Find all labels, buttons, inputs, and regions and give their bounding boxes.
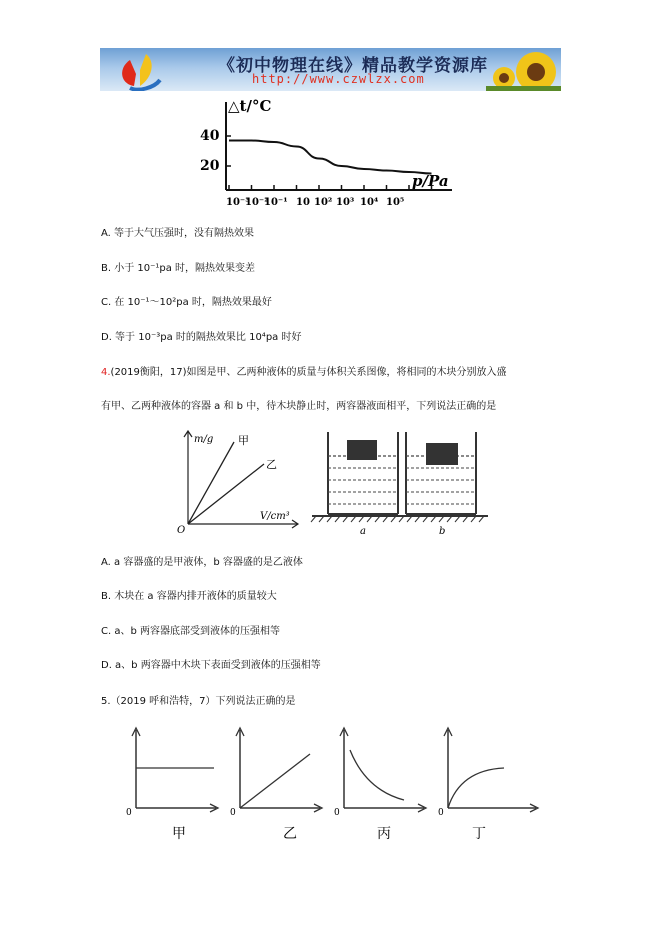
option-a: A. a 容器盛的是甲液体，b 容器盛的是乙液体 (101, 557, 303, 568)
option-c: C. a、b 两容器底部受到液体的压强相等 (101, 626, 280, 637)
origin-label: O (177, 525, 186, 536)
container-label-a: a (360, 526, 366, 537)
graph-label: 乙 (283, 826, 297, 842)
four-graphs-figure (120, 720, 550, 850)
option-c: C. 在 10⁻¹～10²pa 时，隔热效果最好 (101, 297, 272, 308)
graph-yi (230, 728, 322, 842)
question-4-line-1 (101, 367, 507, 379)
option-b: B. 木块在 a 容器内排开液体的质量较大 (101, 591, 277, 602)
line-label-jia: 甲 (238, 434, 249, 447)
option-b: B. 小于 10⁻¹pa 时，隔热效果变差 (101, 263, 256, 274)
x-tick-label: 10³ (336, 197, 355, 208)
origin-label: 0 (126, 808, 132, 818)
origin-label: 0 (438, 808, 444, 818)
header-banner (100, 48, 561, 91)
option-d: D. a、b 两容器中木块下表面受到液体的压强相等 (101, 660, 321, 671)
wood-block (347, 440, 377, 460)
graph-label: 丁 (472, 826, 486, 842)
graph-label: 丙 (377, 826, 391, 842)
sunflower-icon (486, 48, 561, 91)
x-axis-label: V/cm³ (260, 511, 290, 522)
x-tick-label: 10⁵ (386, 197, 405, 208)
question-5-text: 5.（2019 呼和浩特，7）下列说法正确的是 (101, 696, 296, 707)
question-text: (2019衡阳，17)如图是甲、乙两种液体的质量与体积关系图像，将相同的木块分别放入盛 (110, 367, 507, 378)
banner-url: http://www.czwlzx.com (252, 72, 425, 86)
mass-volume-graph (174, 428, 304, 538)
container-b (406, 432, 476, 514)
graph-label: 甲 (172, 826, 186, 842)
containers-figure (310, 428, 490, 538)
data-line (229, 141, 432, 174)
y-axis-label: △t/°C (228, 98, 272, 115)
option-a: A. 等于大气压强时，没有隔热效果 (101, 228, 255, 239)
graph-ding (438, 728, 538, 842)
y-axis-label: m/g (194, 434, 214, 445)
line-jia (188, 442, 234, 524)
site-logo-icon (100, 48, 210, 91)
x-axis-label: p/Pa (412, 172, 449, 190)
graph-jia (126, 728, 218, 842)
question-number: 4. (101, 367, 111, 378)
line-label-yi: 乙 (266, 458, 277, 471)
x-tick-label: 10² (314, 197, 333, 208)
x-tick-label: 10⁻¹ (264, 197, 288, 208)
y-tick-label: 20 (200, 158, 220, 174)
origin-label: 0 (334, 808, 340, 818)
origin-label: 0 (230, 808, 236, 818)
x-tick-label: 10⁻³ (226, 197, 250, 208)
banner-title: 《初中物理在线》精品教学资源库 (218, 56, 488, 76)
container-a (328, 432, 398, 514)
line-yi (188, 464, 264, 524)
graph-bing (334, 728, 426, 842)
x-tick-label: 10⁻² (245, 197, 269, 208)
container-label-b: b (439, 526, 446, 537)
wood-block (426, 443, 458, 465)
question-4-line-2: 有甲、乙两种液体的容器 a 和 b 中，待木块静止时，两容器液面相平，下列说法正确的是 (101, 401, 497, 412)
x-tick-label: 10 (296, 197, 310, 208)
x-tick-label: 10⁴ (360, 197, 379, 208)
option-d: D. 等于 10⁻³pa 时的隔热效果比 10⁴pa 时好 (101, 332, 302, 343)
y-tick-label: 40 (200, 128, 220, 144)
temperature-pressure-chart (190, 98, 465, 213)
